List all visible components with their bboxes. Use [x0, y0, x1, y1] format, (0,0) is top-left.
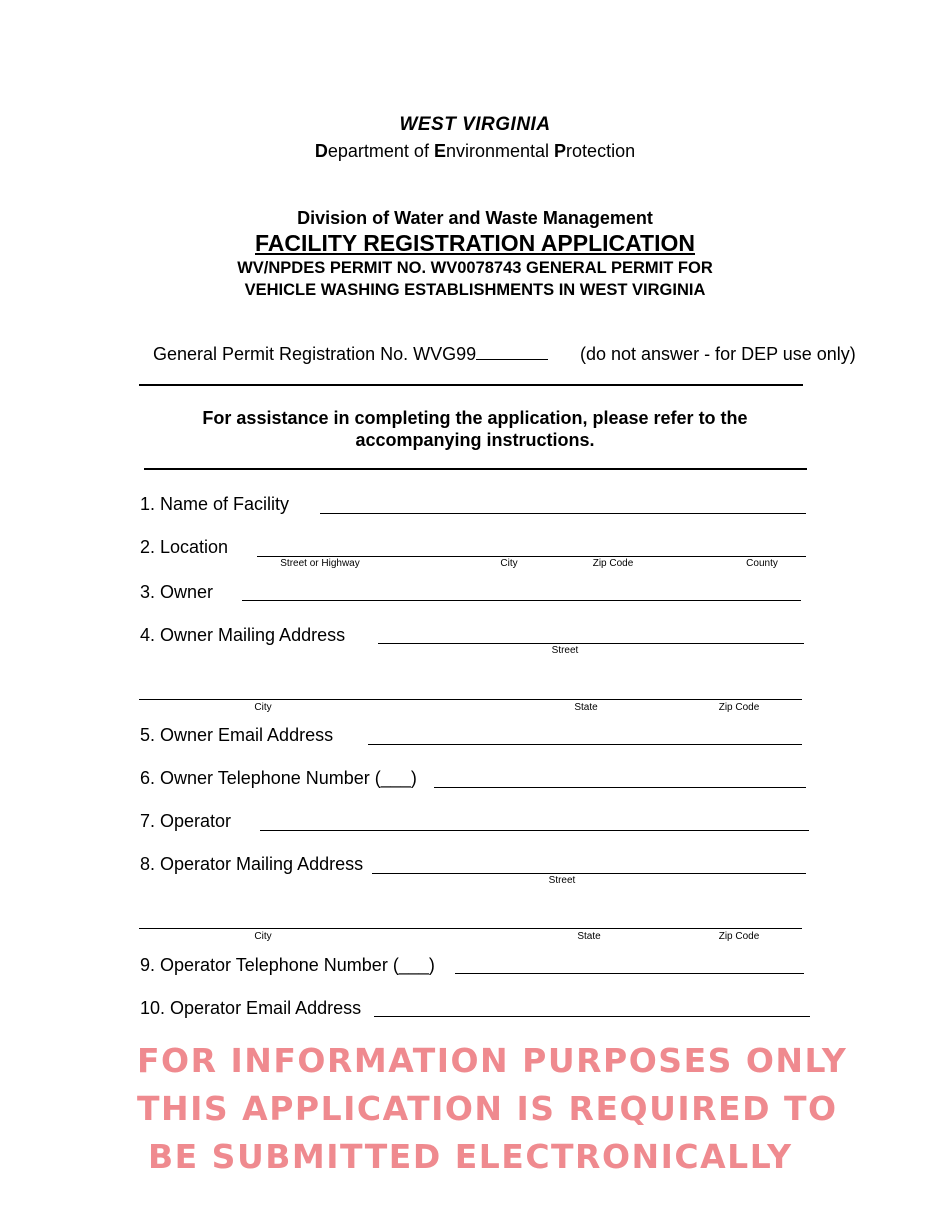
operator-city-caption: City	[254, 931, 272, 942]
owner-city-state-zip-field[interactable]	[139, 699, 802, 700]
state-title: WEST VIRGINIA	[399, 114, 551, 135]
operator-mailing-label: 8. Operator Mailing Address	[140, 854, 364, 874]
dept-initial-e: E	[433, 141, 446, 161]
operator-city-state-zip-field[interactable]	[139, 928, 802, 929]
owner-label: 3. Owner	[140, 582, 214, 602]
owner-city-caption: City	[254, 702, 272, 713]
operator-label: 7. Operator	[140, 811, 232, 831]
operator-street-caption: Street	[548, 875, 576, 886]
stamp-line-3: BE SUBMITTED ELECTRONICALLY	[148, 1137, 793, 1176]
dept-initial-d: D	[314, 141, 328, 161]
location-city-caption: City	[500, 558, 518, 569]
assistance-line-2: accompanying instructions.	[355, 430, 595, 450]
stamp-line-2: THIS APPLICATION IS REQUIRED TO	[137, 1089, 838, 1128]
facility-name-label: 1. Name of Facility	[140, 494, 290, 514]
permit-line-2: VEHICLE WASHING ESTABLISHMENTS IN WEST VIRGINIA	[244, 281, 706, 299]
stamp-line-1: FOR INFORMATION PURPOSES ONLY	[137, 1041, 848, 1080]
department-title	[0, 141, 950, 162]
registration-label: General Permit Registration No. WVG99	[153, 344, 477, 364]
application-title: FACILITY REGISTRATION APPLICATION	[255, 230, 695, 256]
owner-street-caption: Street	[551, 645, 579, 656]
division-title: Division of Water and Waste Management	[297, 208, 653, 228]
dept-word-2: nvironmental	[445, 141, 555, 161]
operator-field[interactable]	[260, 830, 809, 831]
location-zip-caption: Zip Code	[592, 558, 634, 569]
operator-state-caption: State	[577, 931, 601, 942]
operator-email-field[interactable]	[374, 1016, 810, 1017]
divider-top	[139, 384, 803, 386]
owner-email-field[interactable]	[368, 744, 802, 745]
dept-word-3: rotection	[566, 141, 636, 161]
assistance-line-1: For assistance in completing the application, please refer to the	[202, 408, 748, 428]
operator-phone-field[interactable]	[455, 973, 804, 974]
dept-word-1: epartment of	[327, 141, 434, 161]
owner-state-caption: State	[574, 702, 598, 713]
owner-zip-caption: Zip Code	[718, 702, 760, 713]
location-label: 2. Location	[140, 537, 229, 557]
owner-street-field[interactable]	[378, 643, 804, 644]
registration-number	[153, 344, 548, 365]
owner-field[interactable]	[242, 600, 801, 601]
location-county-caption: County	[746, 558, 778, 569]
divider-assistance	[144, 468, 807, 470]
operator-street-field[interactable]	[372, 873, 806, 874]
operator-phone-label: 9. Operator Telephone Number (___)	[140, 955, 435, 975]
permit-line-1: WV/NPDES PERMIT NO. WV0078743 GENERAL PERMIT FOR	[237, 259, 713, 277]
owner-phone-label: 6. Owner Telephone Number (___)	[140, 768, 417, 788]
owner-email-label: 5. Owner Email Address	[140, 725, 334, 745]
operator-zip-caption: Zip Code	[718, 931, 760, 942]
owner-mailing-label: 4. Owner Mailing Address	[140, 625, 346, 645]
dept-initial-p: P	[554, 141, 567, 161]
registration-blank	[476, 345, 548, 360]
operator-email-label: 10. Operator Email Address	[140, 998, 362, 1018]
owner-phone-field[interactable]	[434, 787, 806, 788]
location-street-caption: Street or Highway	[280, 558, 360, 569]
facility-name-field[interactable]	[320, 513, 806, 514]
registration-note: (do not answer - for DEP use only)	[580, 344, 856, 364]
